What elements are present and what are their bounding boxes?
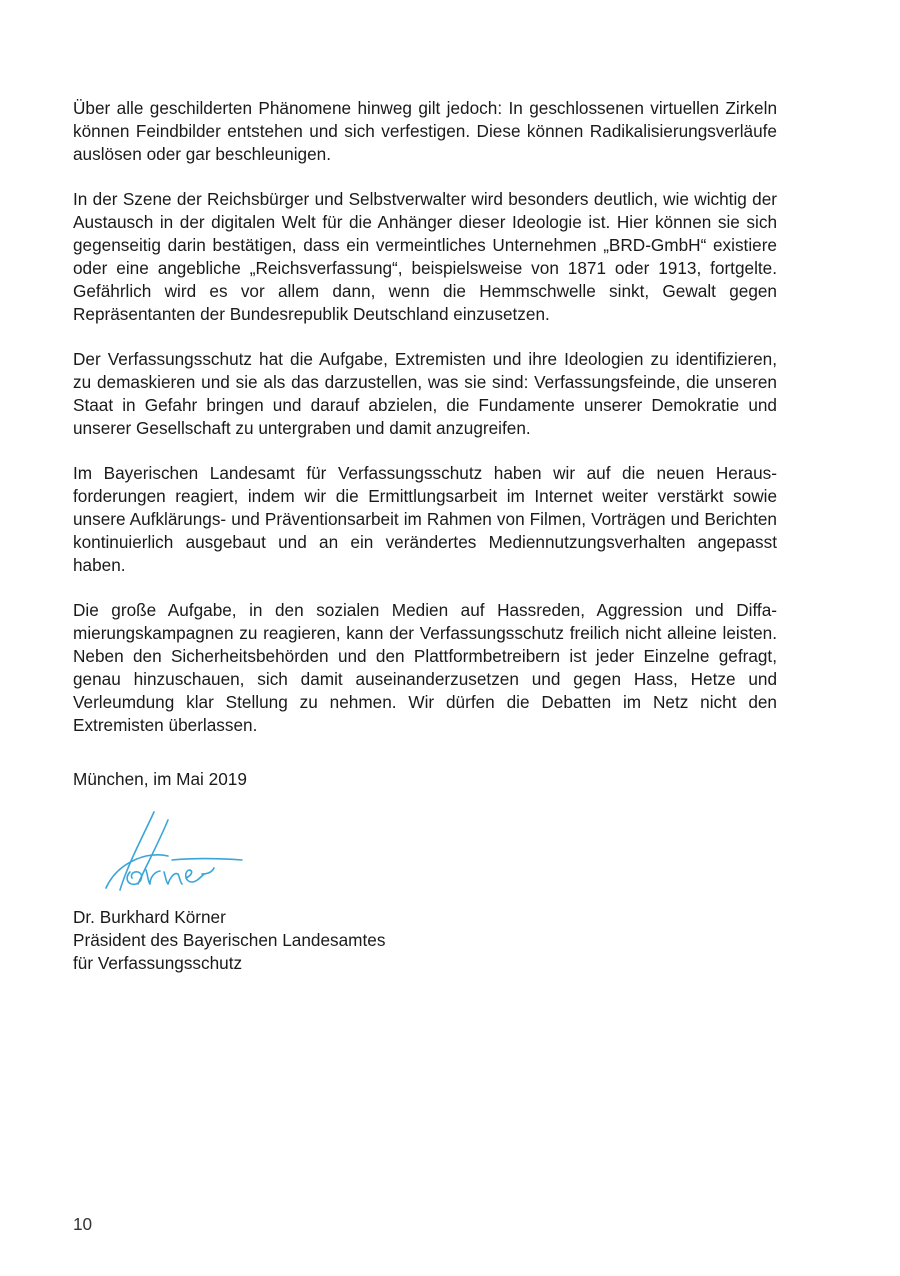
- paragraph-5: Die große Aufgabe, in den sozialen Medien auf Hassreden, Aggression und Diffamierungskampagnen zu reagieren, kann der Verfassungsschutz freilich nicht alleine leisten. Neben den Sicherheitsbehörden und den Plattformbetreibern ist jeder Einzelne gefragt, genau hinzuschauen, sich damit auseinanderzusetzen und gegen Hass, Hetze und Verleumdung klar Stellung zu nehmen. Wir dürfen die Debatten im Netz nicht den Extremisten überlassen.: [73, 600, 777, 735]
- page-number: 10: [73, 1214, 93, 1234]
- dateline: München, im Mai 2019: [73, 769, 247, 789]
- paragraph-2: In der Szene der Reichsbürger und Selbstverwalter wird besonders deutlich, wie wichtig der Austausch in der digitalen Welt für die Anhänger dieser Ideologie ist. Hier können sie sich gegenseitig darin bestätigen, dass ein vermeintliches Unternehmen „BRD-GmbH“ existiere oder eine angebliche „Reichsverfassung“, beispielsweise von 1871 oder 1913, fortgelte. Gefährlich wird es vor allem dann, wenn die Hemmschwelle sinkt, Gewalt gegen Repräsentanten der Bundesrepublik Deutschland einzusetzen.: [73, 189, 777, 324]
- signer-name: Dr. Burkhard Körner: [73, 907, 226, 927]
- paragraph-3: Der Verfassungsschutz hat die Aufgabe, Extremisten und ihre Ideologien zu identifizieren, zu demaskieren und sie als das darzustellen, was sie sind: Verfassungsfeinde, die unseren Staat in Gefahr bringen und darauf abzielen, die Fundamente unserer Demokratie und unserer Gesellschaft zu untergraben und damit anzugreifen.: [73, 349, 777, 438]
- handwritten-signature: [84, 808, 249, 894]
- body-text: [73, 97, 777, 759]
- signer-title-line-1: Präsident des Bayerischen Landesamtes: [73, 930, 386, 950]
- signer-block: [73, 906, 385, 975]
- paragraph-4: Im Bayerischen Landesamt für Verfassungsschutz haben wir auf die neuen Herausforderungen reagiert, indem wir die Ermittlungsarbeit im Internet weiter verstärkt sowie unsere Aufklärungs- und Präventionsarbeit im Rahmen von Filmen, Vorträgen und Berichten kontinuierlich ausgebaut und an ein verändertes Mediennutzungsverhalten angepasst haben.: [73, 463, 777, 575]
- signer-title-line-2: für Verfassungsschutz: [73, 953, 243, 973]
- paragraph-1: Über alle geschilderten Phänomene hinweg gilt jedoch: In geschlossenen virtuellen Zirkeln können Feindbilder entstehen und sich verfestigen. Diese können Radikalisierungsverläufe auslösen oder gar beschleunigen.: [73, 98, 777, 164]
